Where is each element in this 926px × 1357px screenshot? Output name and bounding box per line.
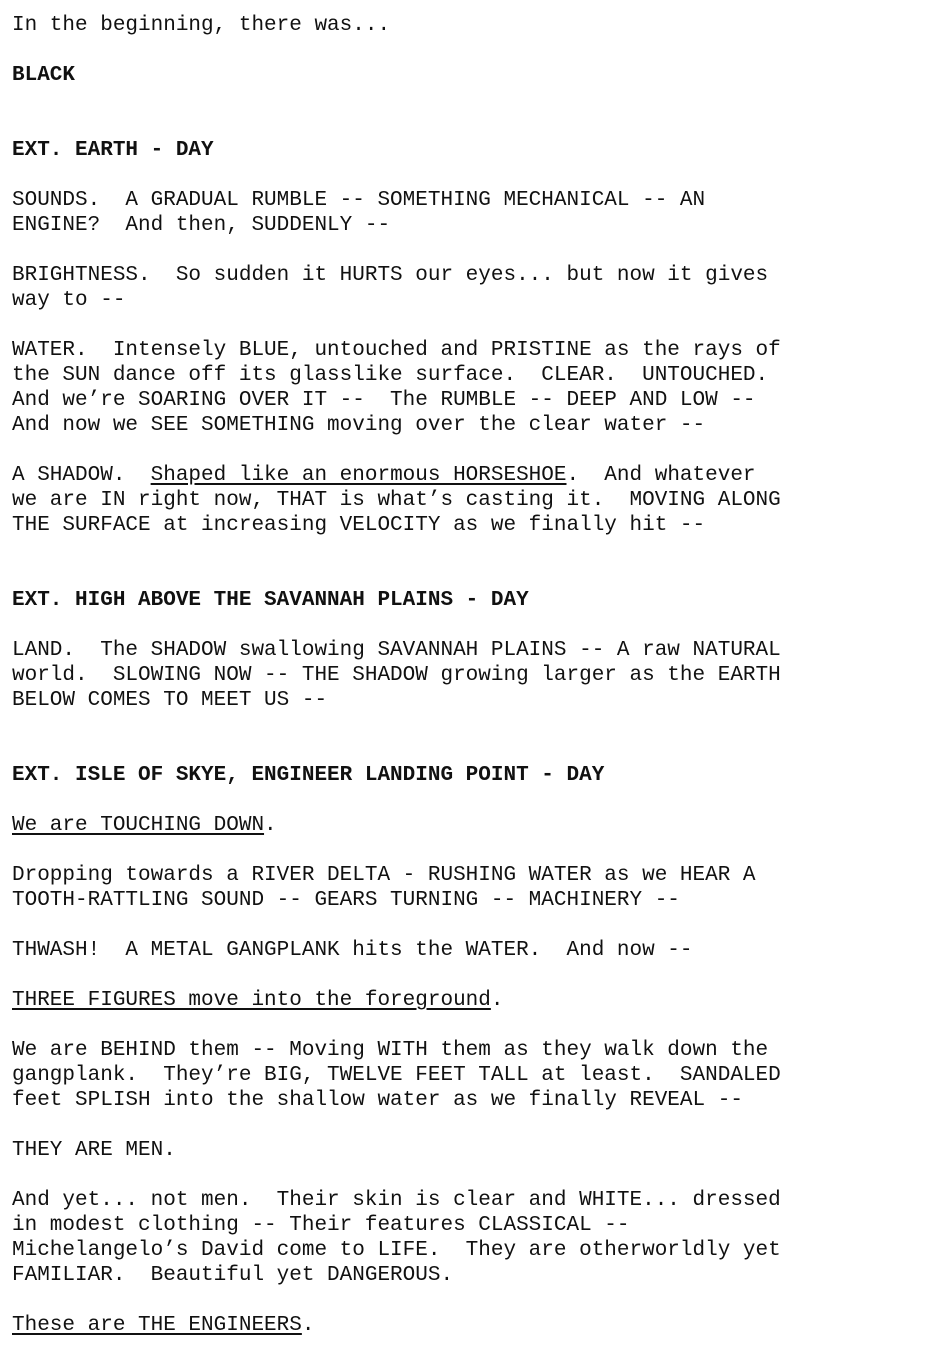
screenplay-page: [12, 13, 918, 1338]
spacer: [12, 963, 918, 988]
underlined-text: We are TOUCHING DOWN: [12, 814, 265, 837]
underlined-text: Shaped like an enormous HORSESHOE: [150, 464, 567, 487]
action-paragraph-sounds: [12, 188, 918, 238]
spacer: [12, 1288, 918, 1313]
action-text: . And whatever: [566, 464, 756, 487]
action-line: Dropping towards a RIVER DELTA - RUSHING WATER as we HEAR A: [12, 864, 756, 887]
spacer: [12, 1113, 918, 1138]
spacer: [12, 913, 918, 938]
spacer: [12, 788, 918, 813]
action-line: TOOTH-RATTLING SOUND -- GEARS TURNING -- MACHINERY --: [12, 889, 680, 912]
action-line: And yet... not men. Their skin is clear and WHITE... dressed: [12, 1189, 781, 1212]
underlined-text: These are THE ENGINEERS: [12, 1314, 302, 1337]
action-line: And now we SEE SOMETHING moving over the clear water --: [12, 414, 706, 437]
action-text: .: [264, 814, 277, 837]
action-paragraph-three-figures: [12, 988, 918, 1013]
spacer: [12, 1163, 918, 1188]
spacer: [12, 713, 918, 763]
action-paragraph-touching-down: [12, 813, 918, 838]
action-line: the SUN dance off its glasslike surface. CLEAR. UNTOUCHED.: [12, 364, 769, 387]
action-paragraph-brightness: [12, 263, 918, 313]
action-line: [12, 463, 918, 488]
spacer: [12, 438, 918, 463]
action-text: .: [490, 989, 504, 1012]
scene-heading-isle-of-skye: EXT. ISLE OF SKYE, ENGINEER LANDING POINT - DAY: [12, 764, 605, 787]
action-line: BELOW COMES TO MEET US --: [12, 689, 328, 712]
action-paragraph-they-are-men: THEY ARE MEN.: [12, 1139, 176, 1162]
underlined-text: THREE FIGURES move into the foreground: [12, 989, 491, 1012]
spacer: [12, 163, 918, 188]
action-line: We are BEHIND them -- Moving WITH them as they walk down the: [12, 1039, 769, 1062]
spacer: [12, 613, 918, 638]
action-text: .: [301, 1314, 315, 1337]
action-paragraph-thwash: THWASH! A METAL GANGPLANK hits the WATER. And now --: [12, 939, 693, 962]
action-line: we are IN right now, THAT is what’s casting it. MOVING ALONG: [12, 489, 781, 512]
action-line: BRIGHTNESS. So sudden it HURTS our eyes... but now it gives: [12, 264, 769, 287]
action-line: THE SURFACE at increasing VELOCITY as we finally hit --: [12, 514, 706, 537]
action-text: A SHADOW.: [12, 464, 151, 487]
action-line: gangplank. They’re BIG, TWELVE FEET TALL at least. SANDALED: [12, 1064, 781, 1087]
action-line: SOUNDS. A GRADUAL RUMBLE -- SOMETHING MECHANICAL -- AN: [12, 189, 706, 212]
spacer: [12, 238, 918, 263]
action-line: feet SPLISH into the shallow water as we finally REVEAL --: [12, 1089, 743, 1112]
action-line: And we’re SOARING OVER IT -- The RUMBLE -- DEEP AND LOW --: [12, 389, 756, 412]
action-paragraph-engineers: [12, 1313, 918, 1338]
action-line: world. SLOWING NOW -- THE SHADOW growing larger as the EARTH: [12, 664, 781, 687]
opening-line: In the beginning, there was...: [12, 14, 391, 37]
spacer: [12, 538, 918, 588]
action-line: ENGINE? And then, SUDDENLY --: [12, 214, 391, 237]
action-paragraph-not-men: [12, 1188, 918, 1288]
scene-heading-earth: EXT. EARTH - DAY: [12, 139, 214, 162]
spacer: [12, 1013, 918, 1038]
action-paragraph-river-delta: [12, 863, 918, 913]
spacer: [12, 88, 918, 138]
action-line: way to --: [12, 289, 126, 312]
action-line: Michelangelo’s David come to LIFE. They are otherworldly yet: [12, 1239, 781, 1262]
action-line: LAND. The SHADOW swallowing SAVANNAH PLAINS -- A raw NATURAL: [12, 639, 781, 662]
action-line: WATER. Intensely BLUE, untouched and PRISTINE as the rays of: [12, 339, 781, 362]
action-paragraph-land: [12, 638, 918, 713]
spacer: [12, 313, 918, 338]
action-paragraph-water: [12, 338, 918, 438]
action-paragraph-behind-them: [12, 1038, 918, 1113]
action-line: FAMILIAR. Beautiful yet DANGEROUS.: [12, 1264, 454, 1287]
action-paragraph-shadow: [12, 463, 918, 538]
spacer: [12, 838, 918, 863]
spacer: [12, 38, 918, 63]
action-line: in modest clothing -- Their features CLASSICAL --: [12, 1214, 630, 1237]
scene-heading-savannah: EXT. HIGH ABOVE THE SAVANNAH PLAINS - DAY: [12, 589, 529, 612]
black-transition: BLACK: [12, 64, 76, 87]
